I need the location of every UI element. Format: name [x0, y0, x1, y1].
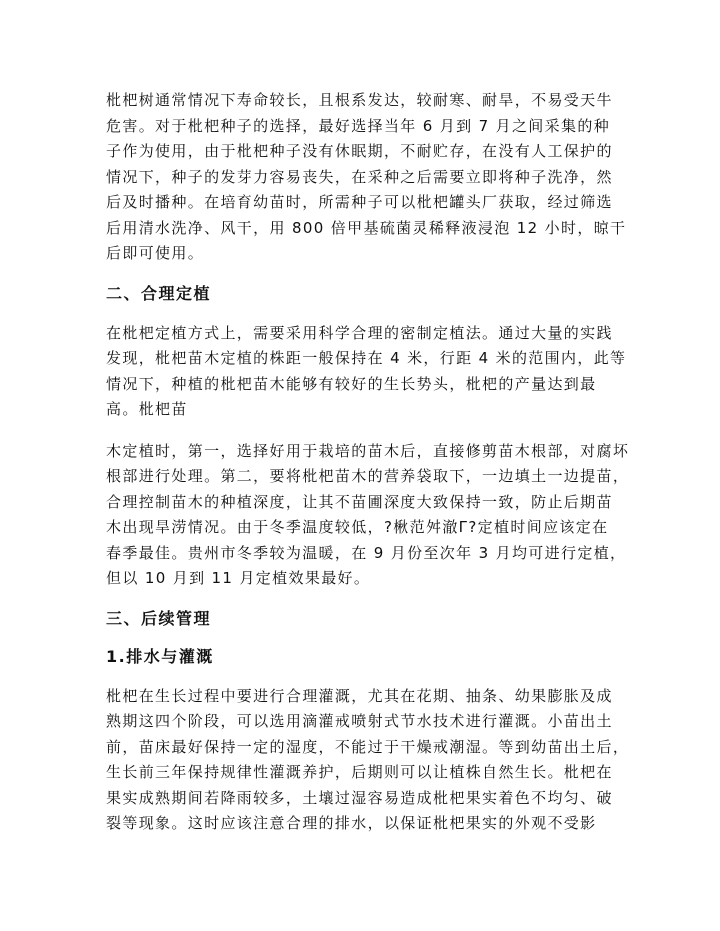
- paragraph-seed-selection: [106, 88, 627, 267]
- text-line: 在枇杷定植方式上，需要采用科学合理的密制定植法。通过大量的实践: [106, 323, 613, 342]
- text-line: 前，苗床最好保持一定的湿度，不能过于干燥戒潮湿。等到幼苗出土后，: [106, 737, 630, 756]
- text-line: 情况下，种植的枇杷苗木能够有较好的生长势头，枇杷的产量达到最: [106, 374, 597, 393]
- text-line: 春季最佳。贵州市冬季较为温暖，在 9 月份至次年 3 月均可进行定植，: [106, 543, 627, 562]
- text-line: 木出现旱涝情况。由于冬季温度较低，?楸范舛澈Γ?定植时间应该定在: [106, 518, 609, 536]
- text-line: 发现，枇杷苗木定植的株距一般保持在 4 米，行距 4 米的范围内，此等: [106, 349, 627, 367]
- text-line: 后即可使用。: [106, 244, 205, 262]
- section-heading-management: 三、后续管理: [106, 608, 212, 628]
- subsection-heading-irrigation: 1.排水与灌溉: [106, 646, 214, 666]
- text-line: 但以 10 月到 11 月定植效果最好。: [106, 569, 371, 587]
- text-line: 后及时播种。在培育幼苗时，所需种子可以枇杷罐头厂获取，经过筛选: [106, 193, 613, 211]
- text-line: 木定植时，第一，选择好用于栽培的苗木后，直接修剪苗木根部，对腐坏: [106, 441, 630, 460]
- text-line: 果实成熟期间若降雨较多，土壤过湿容易造成枇杷果实着色不均匀、破: [106, 788, 613, 807]
- text-line: 裂等现象。这时应该注意合理的排水，以保证枇杷果实的外观不受影: [106, 814, 597, 832]
- text-line: 情况下，种子的发芽力容易丧失，在采种之后需要立即将种子洗净，然: [106, 167, 613, 186]
- text-line: 生长前三年保持规律性灌溉养护，后期则可以让植株自然生长。枇杷在: [106, 763, 613, 781]
- text-line: 后用清水洗净、风干，用 800 倍甲基硫菌灵稀释液浸泡 12 小时，晾干: [106, 218, 627, 237]
- text-line: 枇杷在生长过程中要进行合理灌溉，尤其在花期、抽条、幼果膨胀及成: [106, 686, 613, 705]
- paragraph-irrigation: [106, 684, 630, 837]
- section-heading-planting: 二、合理定植: [106, 283, 212, 303]
- paragraph-planting-method: [106, 321, 627, 423]
- text-line: 根部进行处理。第二，要将枇杷苗木的营养袋取下，一边填土一边提苗，: [106, 467, 630, 485]
- text-line: 危害。对于枇杷种子的选择，最好选择当年 6 月到 7 月之间采集的种: [106, 116, 611, 135]
- text-line: 高。枇杷苗: [106, 400, 188, 418]
- document-page: [106, 88, 630, 837]
- text-line: 枇杷树通常情况下寿命较长，且根系发达，较耐寒、耐旱，不易受天牛: [106, 91, 613, 109]
- text-line: 合理控制苗木的种植深度，让其不苗圃深度大致保持一致，防止后期苗: [106, 492, 613, 511]
- paragraph-planting-steps: [106, 439, 630, 592]
- text-line: 子作为使用，由于枇杷种子没有休眠期，不耐贮存，在没有人工保护的: [106, 142, 613, 160]
- text-line: 熟期这四个阶段，可以选用滴灌戒喷射式节水技术进行灌溉。小苗出土: [106, 712, 613, 730]
